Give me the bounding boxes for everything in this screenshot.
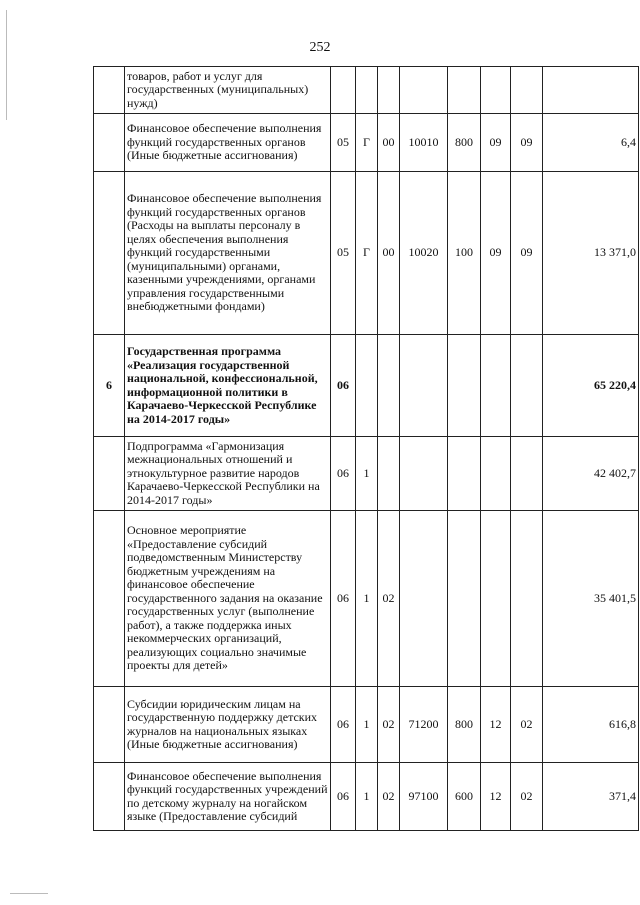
code-event: 02 <box>378 687 400 763</box>
code-expense-type: 100 <box>448 172 481 335</box>
code-section <box>481 437 511 511</box>
code-event: 00 <box>378 172 400 335</box>
code-program: 05 <box>331 172 356 335</box>
code-subprogram: 1 <box>356 437 378 511</box>
code-subsection: 09 <box>511 114 543 172</box>
table-row <box>94 687 639 763</box>
code-program: 06 <box>331 687 356 763</box>
table-row <box>94 172 639 335</box>
code-expense-type: 600 <box>448 763 481 831</box>
code-program: 06 <box>331 335 356 437</box>
code-subprogram: 1 <box>356 763 378 831</box>
row-name: товаров, работ и услуг для государственных (муниципальных) нужд) <box>125 67 331 114</box>
code-direction <box>400 67 448 114</box>
row-amount: 6,4 <box>543 114 639 172</box>
code-direction: 10020 <box>400 172 448 335</box>
code-program <box>331 67 356 114</box>
code-event <box>378 437 400 511</box>
row-number <box>94 114 125 172</box>
code-expense-type <box>448 67 481 114</box>
code-program: 06 <box>331 511 356 687</box>
code-direction <box>400 437 448 511</box>
code-subprogram: 1 <box>356 511 378 687</box>
row-amount: 371,4 <box>543 763 639 831</box>
code-subsection <box>511 437 543 511</box>
row-name: Субсидии юридическим лицам на государственную поддержку детских журналов на национальных языках (Иные бюджетные ассигнования) <box>125 687 331 763</box>
code-subprogram <box>356 67 378 114</box>
code-direction: 97100 <box>400 763 448 831</box>
table-row <box>94 763 639 831</box>
row-number <box>94 437 125 511</box>
code-event: 00 <box>378 114 400 172</box>
table-body <box>94 67 639 831</box>
scan-border-mark <box>10 893 48 894</box>
table-row <box>94 67 639 114</box>
code-section <box>481 67 511 114</box>
row-number: 6 <box>94 335 125 437</box>
code-program: 06 <box>331 763 356 831</box>
row-amount <box>543 67 639 114</box>
row-name: Финансовое обеспечение выполнения функций государственных органов (Иные бюджетные ассигнования) <box>125 114 331 172</box>
code-section: 09 <box>481 172 511 335</box>
row-name: Государственная программа «Реализация государственной национальной, конфессиональной, информационной политики в Карачаево-Черкесской Республике на 2014-2017 годы» <box>125 335 331 437</box>
code-event: 02 <box>378 511 400 687</box>
code-event: 02 <box>378 763 400 831</box>
row-amount: 42 402,7 <box>543 437 639 511</box>
row-number <box>94 687 125 763</box>
table-row <box>94 511 639 687</box>
code-program: 06 <box>331 437 356 511</box>
code-subprogram: 1 <box>356 687 378 763</box>
table-row <box>94 437 639 511</box>
row-amount: 13 371,0 <box>543 172 639 335</box>
code-event <box>378 335 400 437</box>
row-number <box>94 511 125 687</box>
row-name: Подпрограмма «Гармонизация межнациональных отношений и этнокультурное развитие народов Карачаево-Черкесской Республики на 2014-2017 годы» <box>125 437 331 511</box>
scan-border-mark-left <box>6 10 7 120</box>
page-number: 252 <box>309 40 331 55</box>
code-section: 09 <box>481 114 511 172</box>
code-expense-type <box>448 511 481 687</box>
code-expense-type <box>448 335 481 437</box>
row-name: Финансовое обеспечение выполнения функций государственных органов (Расходы на выплаты персоналу в целях обеспечения выполнения функций государственными (муниципальными) органами, казенными учреждениями, органами управления государственными внебюджетными фондами) <box>125 172 331 335</box>
row-amount: 616,8 <box>543 687 639 763</box>
code-subsection: 02 <box>511 687 543 763</box>
row-number <box>94 763 125 831</box>
code-section: 12 <box>481 763 511 831</box>
code-direction <box>400 335 448 437</box>
budget-table <box>93 66 639 831</box>
row-amount: 65 220,4 <box>543 335 639 437</box>
code-section: 12 <box>481 687 511 763</box>
code-subsection <box>511 511 543 687</box>
code-expense-type: 800 <box>448 114 481 172</box>
code-event <box>378 67 400 114</box>
code-section <box>481 335 511 437</box>
code-program: 05 <box>331 114 356 172</box>
code-subsection: 09 <box>511 172 543 335</box>
table-row <box>94 114 639 172</box>
code-section <box>481 511 511 687</box>
code-subprogram <box>356 335 378 437</box>
code-subsection: 02 <box>511 763 543 831</box>
code-subsection <box>511 335 543 437</box>
code-subprogram: Г <box>356 114 378 172</box>
code-expense-type <box>448 437 481 511</box>
code-subsection <box>511 67 543 114</box>
row-number <box>94 172 125 335</box>
code-subprogram: Г <box>356 172 378 335</box>
row-name: Основное мероприятие «Предоставление субсидий подведомственным Министерству бюджетным учреждениям на финансовое обеспечение государственного задания на оказание государственных услуг (выполнение работ), а также поддержка иных некоммерческих организаций, реализующих социально значимые проекты для детей» <box>125 511 331 687</box>
code-direction <box>400 511 448 687</box>
code-direction: 71200 <box>400 687 448 763</box>
code-expense-type: 800 <box>448 687 481 763</box>
row-name: Финансовое обеспечение выполнения функций государственных учреждений по детскому журналу на ногайском языке (Предоставление субсидий <box>125 763 331 831</box>
row-number <box>94 67 125 114</box>
table-row <box>94 335 639 437</box>
code-direction: 10010 <box>400 114 448 172</box>
row-amount: 35 401,5 <box>543 511 639 687</box>
